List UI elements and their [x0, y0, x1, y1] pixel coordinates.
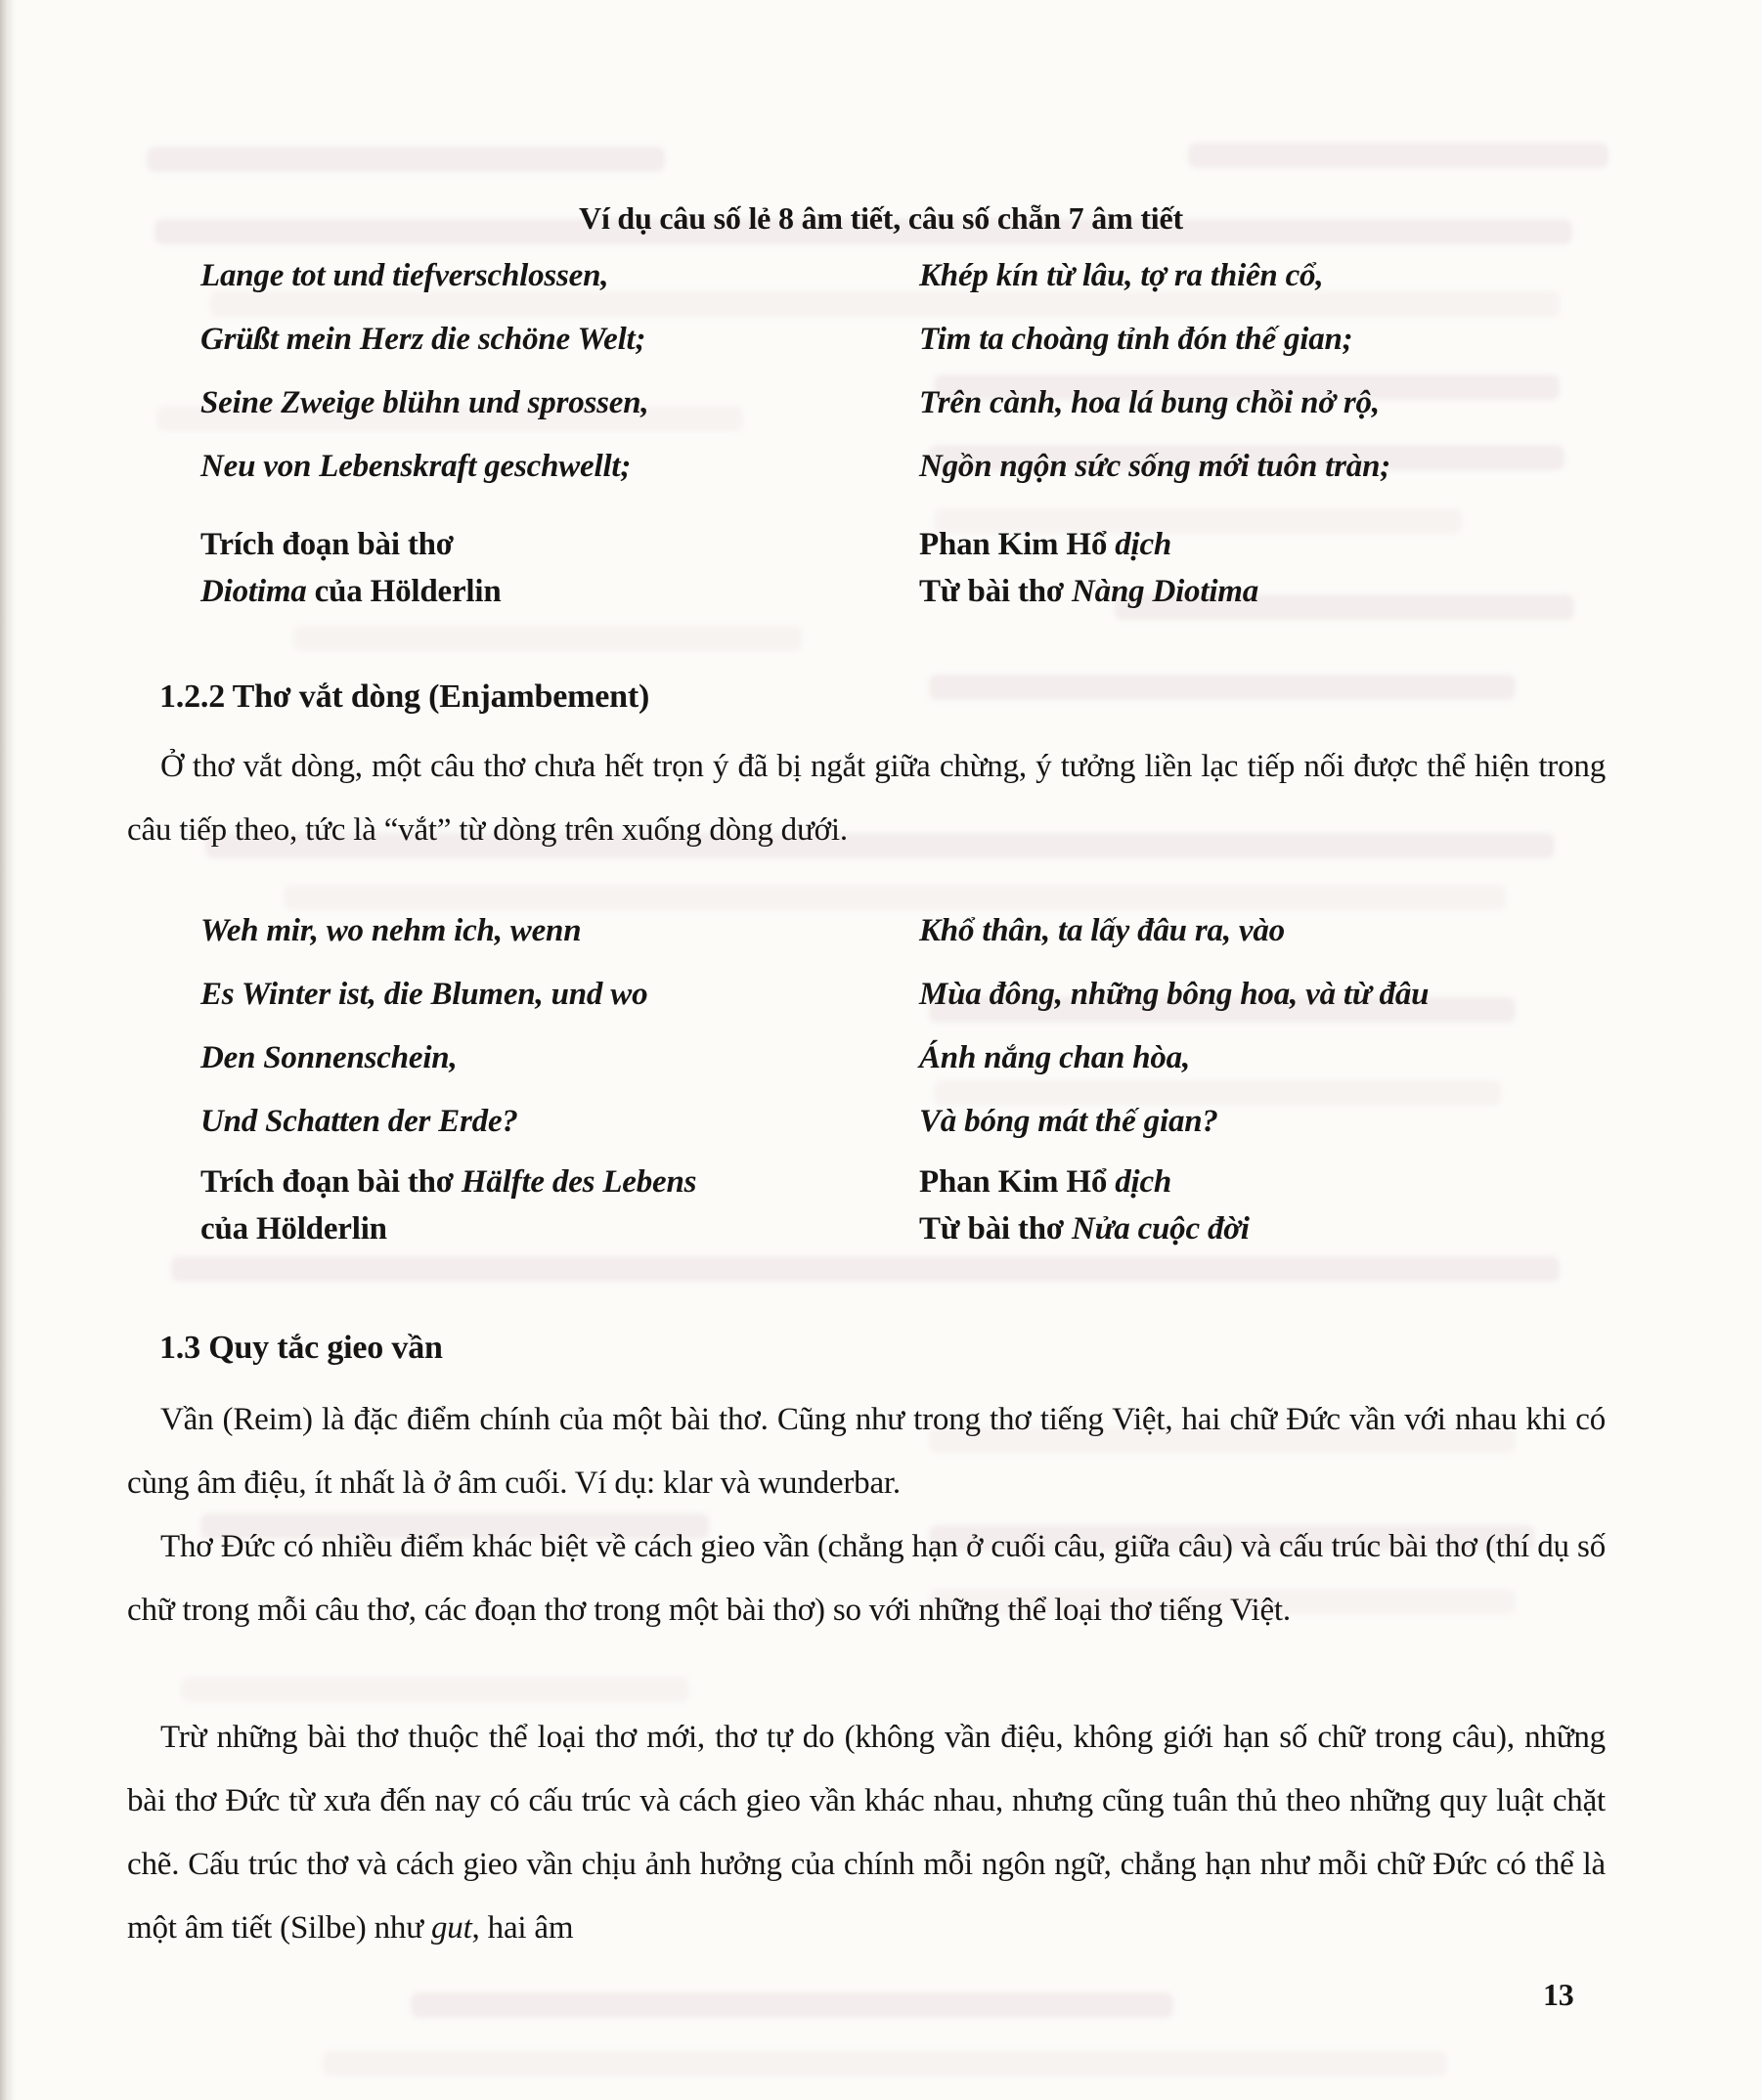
poem-line: Tim ta choàng tỉnh đón thế gian;	[919, 322, 1353, 357]
page-number: 13	[1543, 1977, 1574, 2012]
section-heading-1-2-2: 1.2.2 Thơ vắt dòng (Enjambement)	[159, 678, 650, 715]
poem1-attribution-translator	[919, 521, 1258, 615]
poem-line: Den Sonnenschein,	[200, 1040, 458, 1075]
poem2-vietnamese	[919, 899, 1429, 1154]
bleed-line	[171, 1256, 1560, 1282]
poem-line: Grüßt mein Herz die schöne Welt;	[200, 322, 646, 357]
paragraph-enjambement: Ở thơ vắt dòng, một câu thơ chưa hết trọn ý đã bị ngắt giữa chừng, ý tưởng liền lạc tiếp nối được thể hiện trong câu tiếp theo, tức là “vắt” từ dòng trên xuống dòng dưới.	[127, 749, 1606, 848]
paragraph-rhyme-rules: Trừ những bài thơ thuộc thể loại thơ mới, thơ tự do (không vần điệu, không giới hạn số chữ trong câu), những bài thơ Đức từ xưa đến nay có cấu trúc và cách gieo vần khác nhau, nhưng cũng tuân thủ theo những quy luật chặt chẽ. Cấu trúc thơ và cách gieo vần chịu ảnh hưởng của chính mỗi ngôn ngữ, chẳng hạn như mỗi chữ Đức có thể là một âm tiết (Silbe) như gut, hai âm	[127, 1720, 1606, 1946]
attribution-line: Trích đoạn bài thơ	[200, 527, 454, 562]
poem-line: Weh mir, wo nehm ich, wenn	[200, 913, 582, 948]
poem2-german	[200, 899, 647, 1154]
poem-line: Seine Zweige blühn und sprossen,	[200, 385, 649, 420]
poem-line: Khổ thân, ta lấy đâu ra, vào	[919, 913, 1285, 948]
bleed-line	[323, 2051, 1447, 2077]
attribution-line: Phan Kim Hổ dịch	[919, 527, 1172, 562]
bleed-line	[181, 1677, 689, 1702]
attribution-line: Phan Kim Hổ dịch	[919, 1164, 1172, 1200]
poem-line: Trên cành, hoa lá bung chồi nở rộ,	[919, 385, 1380, 420]
bleed-line	[929, 675, 1516, 700]
poem2-attribution-translator	[919, 1159, 1250, 1252]
poem-line: Và bóng mát thế gian?	[919, 1104, 1218, 1139]
poem-line: Neu von Lebenskraft geschwellt;	[200, 449, 632, 484]
poem1-vietnamese	[919, 244, 1390, 499]
poem-line: Ngồn ngộn sức sống mới tuôn tràn;	[919, 449, 1391, 484]
poem-line: Lange tot und tiefverschlossen,	[200, 258, 609, 293]
bleed-line	[411, 1992, 1173, 2018]
attribution-line: Diotima của Hölderlin	[200, 574, 502, 609]
poem2-attribution-source	[200, 1159, 696, 1252]
bleed-line	[147, 147, 665, 172]
poem1-german	[200, 244, 648, 499]
poem-line: Ánh nắng chan hòa,	[919, 1040, 1191, 1075]
poem-line: Khép kín từ lâu, tợ ra thiên cổ,	[919, 258, 1324, 293]
poem-line: Mùa đông, những bông hoa, và từ đâu	[919, 977, 1430, 1012]
attribution-line: Từ bài thơ Nửa cuộc đời	[919, 1211, 1250, 1247]
attribution-line: Từ bài thơ Nàng Diotima	[919, 574, 1259, 609]
bleed-line	[1188, 143, 1608, 168]
paragraph-rhyme-definition: Vần (Reim) là đặc điểm chính của một bài thơ. Cũng như trong thơ tiếng Việt, hai chữ Đức vần với nhau khi có cùng âm điệu, ít nhất là ở âm cuối. Ví dụ: klar và wunderbar.	[127, 1402, 1606, 1501]
poem1-attribution-source	[200, 521, 501, 615]
attribution-line: của Hölderlin	[200, 1211, 387, 1247]
poem-line: Es Winter ist, die Blumen, und wo	[200, 977, 648, 1012]
poem-line: Und Schatten der Erde?	[200, 1104, 518, 1139]
paragraph-rhyme-differences: Thơ Đức có nhiều điểm khác biệt về cách gieo vần (chẳng hạn ở cuối câu, giữa câu) và cấu trúc bài thơ (thí dụ số chữ trong mỗi câu thơ, các đoạn thơ trong một bài thơ) so với những thể loại thơ tiếng Việt.	[127, 1529, 1606, 1628]
example-caption: Ví dụ câu số lẻ 8 âm tiết, câu số chẵn 7 âm tiết	[579, 200, 1183, 236]
attribution-line: Trích đoạn bài thơ Hälfte des Lebens	[200, 1164, 697, 1200]
book-spine-shadow	[0, 0, 16, 2100]
section-heading-1-3: 1.3 Quy tắc gieo vần	[159, 1330, 443, 1366]
bleed-line	[293, 626, 802, 651]
